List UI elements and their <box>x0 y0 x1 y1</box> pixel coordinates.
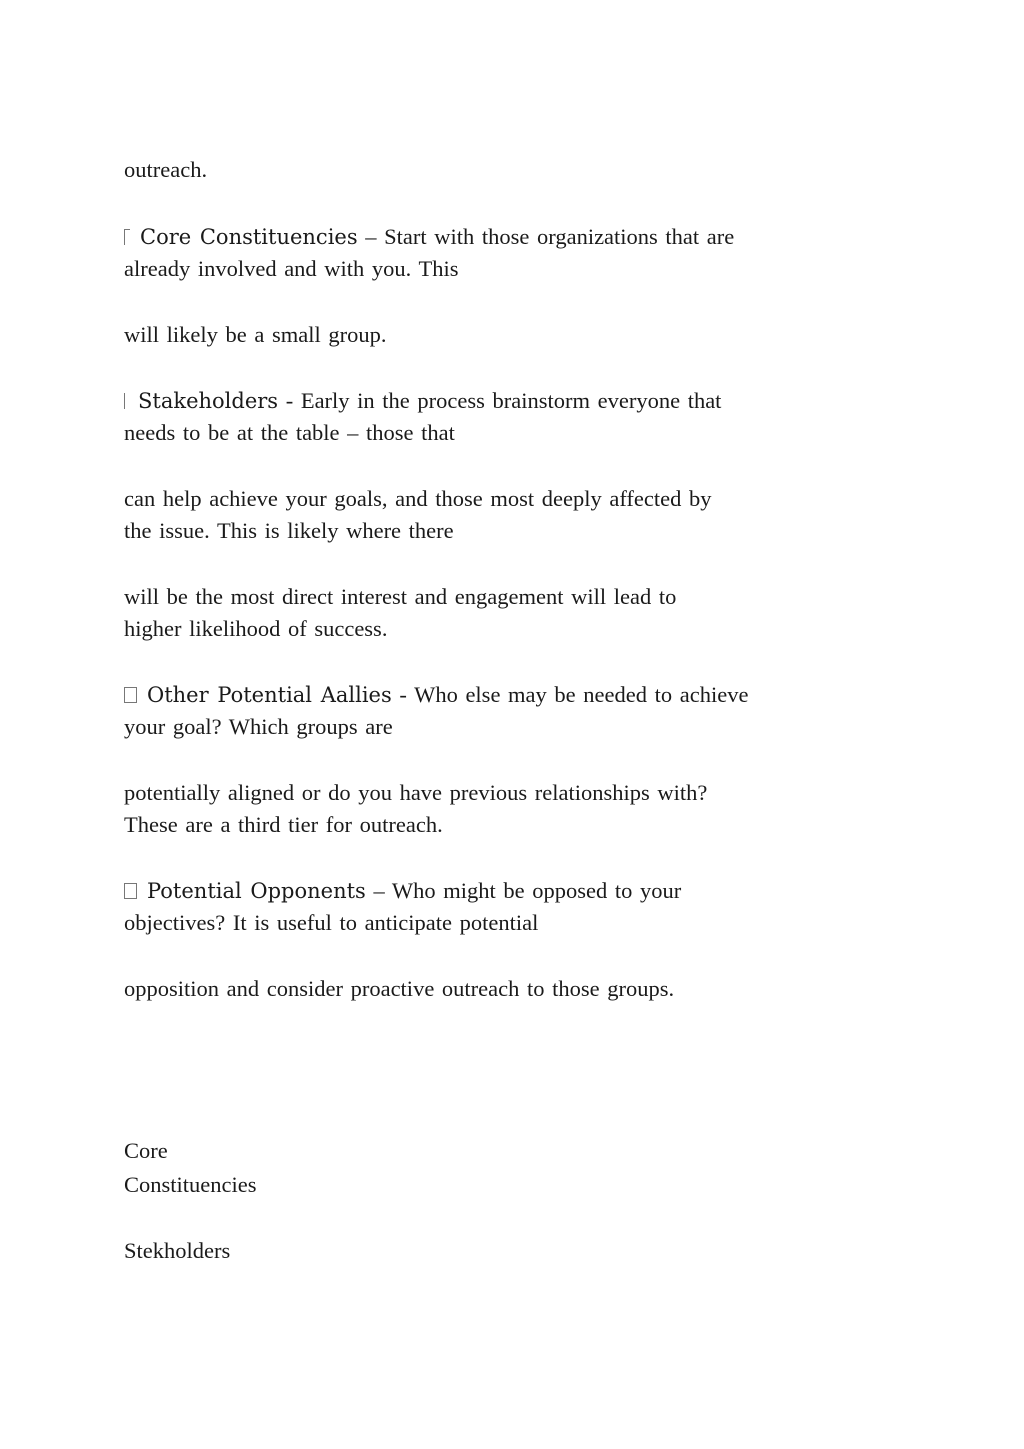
bullet-text: - Who else may be needed to achieve <box>391 682 749 707</box>
bullet-icon <box>124 687 137 703</box>
bullet-term: Other Potential Aallies <box>147 683 392 707</box>
bullet-icon <box>124 393 128 409</box>
text-line: outreach. <box>124 157 208 182</box>
bullet-line-stakeholders <box>124 390 721 413</box>
text-line: needs to be at the table – those that <box>124 420 455 445</box>
bullet-term: Potential Opponents <box>147 879 366 903</box>
bullet-line-other-potential-allies <box>124 684 748 707</box>
text-line: These are a third tier for outreach. <box>124 812 443 837</box>
text-line: objectives? It is useful to anticipate potential <box>124 910 539 935</box>
text-line: higher likelihood of success. <box>124 616 388 641</box>
text-line: already involved and with you. This <box>124 256 459 281</box>
diagram-label-constituencies: Constituencies <box>124 1172 257 1197</box>
bullet-icon <box>124 229 130 245</box>
bullet-icon <box>124 883 137 899</box>
text-line: will be the most direct interest and engagement will lead to <box>124 584 677 609</box>
bullet-line-potential-opponents <box>124 880 681 903</box>
diagram-label-core: Core <box>124 1138 168 1163</box>
text-line: will likely be a small group. <box>124 322 387 347</box>
text-line: your goal? Which groups are <box>124 714 393 739</box>
bullet-line-core-constituencies <box>124 226 734 249</box>
bullet-text: - Early in the process brainstorm everyone that <box>278 388 722 413</box>
bullet-term: Core Constituencies <box>140 225 358 249</box>
text-line: the issue. This is likely where there <box>124 518 454 543</box>
text-line: opposition and consider proactive outreach to those groups. <box>124 976 675 1001</box>
bullet-term: Stakeholders <box>138 389 279 413</box>
diagram-label-stakeholders: Stekholders <box>124 1238 231 1263</box>
bullet-text: – Who might be opposed to your <box>365 878 682 903</box>
bullet-text: – Start with those organizations that are <box>357 224 735 249</box>
text-line: can help achieve your goals, and those most deeply affected by <box>124 486 712 511</box>
text-line: potentially aligned or do you have previous relationships with? <box>124 780 708 805</box>
